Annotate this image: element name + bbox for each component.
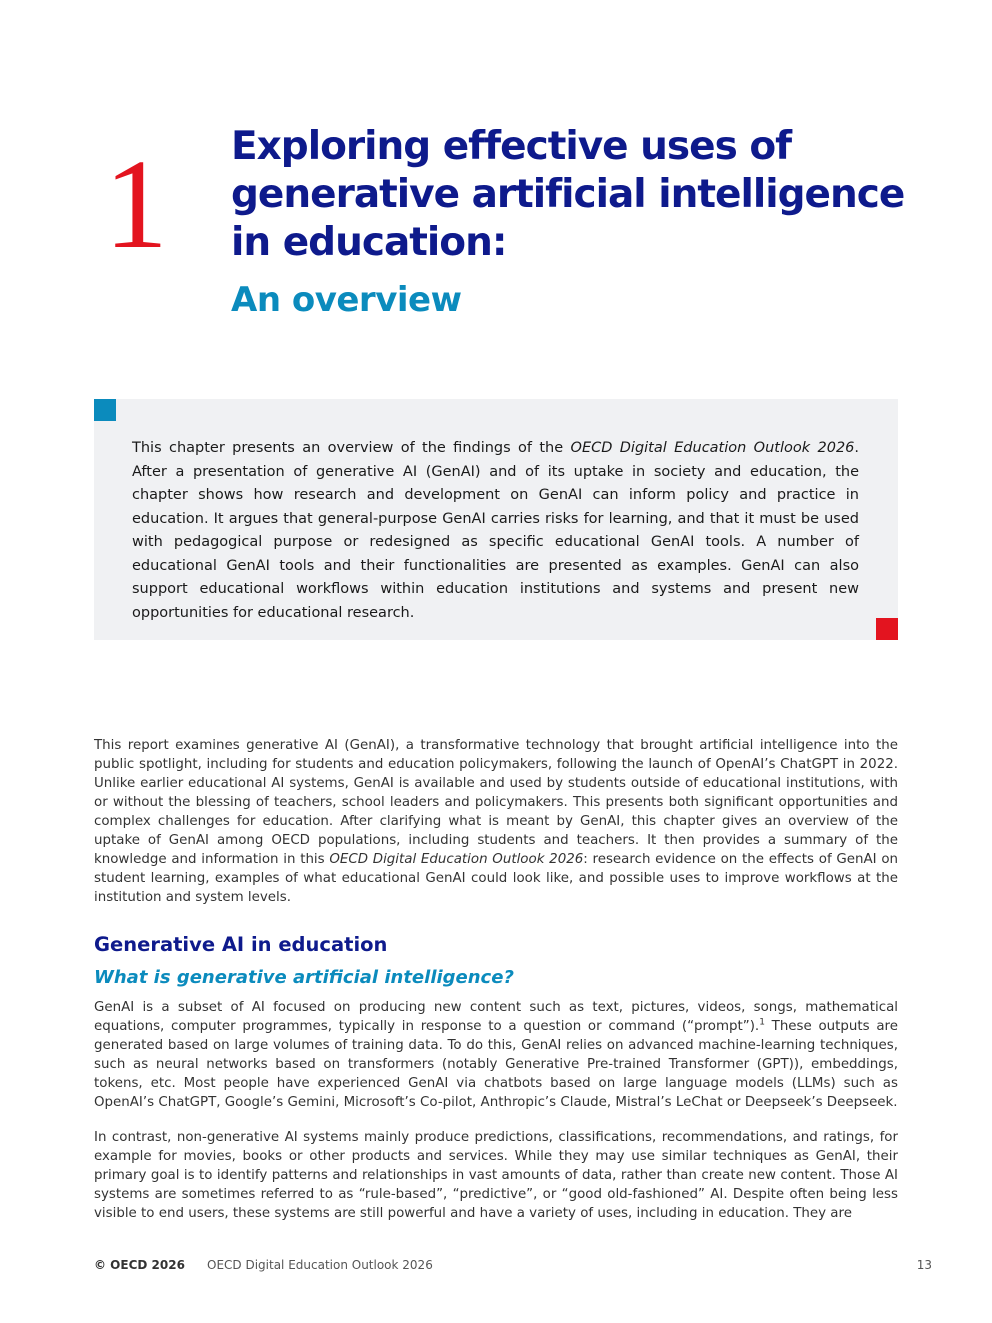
genai-text-end: These outputs are generated based on large volumes of training data. To do this, GenAI relies on advanced machine-learning techniques, such as neural networks based on transformers (notably Generative Pre-trained Transformer (GPT)), embeddings, tokens, etc. Most people have experienced GenAI via chatbots based on large language models (LLMs) such as OpenAI’s ChatGPT, Google’s Gemini, Microsoft’s Co-pilot, Anthropic’s Claude, Mistral’s LeChat or Deepseek’s Deepseek. <box>94 1019 899 1110</box>
page-footer <box>94 1258 932 1276</box>
abstract-text <box>132 437 859 625</box>
footer-copyright: © OECD 2026 <box>94 1258 185 1272</box>
footer-publication: OECD Digital Education Outlook 2026 <box>207 1258 433 1272</box>
chapter-subtitle: An overview <box>231 280 462 320</box>
abstract-publication-title: OECD Digital Education Outlook 2026 <box>570 440 855 456</box>
footnote-reference[interactable]: 1 <box>759 1017 765 1028</box>
intro-text-end: : research evidence on the effects of GenAI on student learning, examples of what educational GenAI could look like, and possible uses to improve workflows at the institution and system levels. <box>94 852 899 905</box>
blue-corner-marker <box>94 399 116 421</box>
intro-text-start: This report examines generative AI (GenAI), a transformative technology that brought artificial intelligence into the public spotlight, including for students and education policymakers, following the launch of OpenAI’s ChatGPT in 2022. Unlike earlier educational AI systems, GenAI is available and used by students outside of educational institutions, with or without the blessing of teachers, school leaders and policymakers. This presents both significant opportunities and complex challenges for education. After clarifying what is meant by GenAI, this chapter gives an overview of the uptake of GenAI among OECD populations, including students and teachers. It then provides a summary of the knowledge and information in this <box>94 738 898 867</box>
page-number: 13 <box>916 1258 932 1272</box>
section-subheading: What is generative artificial intelligence? <box>94 967 514 988</box>
abstract-text-start: This chapter presents an overview of the findings of the <box>132 440 571 456</box>
chapter-title: Exploring effective uses of generative artificial intelligence in education: <box>231 124 905 265</box>
contrast-paragraph: In contrast, non-generative AI systems mainly produce predictions, classifications, recommendations, and ratings, for example for movies, books or other products and services. While they may use similar techniques as GenAI, their primary goal is to identify patterns and relationships in vast amounts of data, rather than create new content. Those AI systems are sometimes referred to as “rule-based”, “predictive”, or “good old-fashioned” AI. Despite often being less visible to end users, these systems are still powerful and have a variety of uses, including in education. They are <box>94 1130 898 1221</box>
section-heading: Generative AI in education <box>94 933 388 956</box>
genai-text-start: GenAI is a subset of AI focused on producing new content such as text, pictures, videos, songs, mathematical equations, computer programmes, typically in response to a question or command (“prompt”). <box>94 1000 898 1034</box>
abstract-box <box>94 399 898 640</box>
chapter-number: 1 <box>104 133 168 275</box>
abstract-text-end: . After a presentation of generative AI (GenAI) and of its uptake in society and education, the chapter shows how research and development on GenAI can inform policy and practice in education. It argues that general-purpose GenAI carries risks for learning, and that it must be used with pedagogical purpose or redesigned as specific educational GenAI tools. A number of educational GenAI tools and their functionalities are presented as examples. GenAI can also support educational workflows within education institutions and systems and present new opportunities for educational research. <box>132 440 860 621</box>
intro-publication-title: OECD Digital Education Outlook 2026 <box>329 852 584 867</box>
genai-definition-paragraph <box>94 998 898 1112</box>
red-corner-marker <box>876 618 898 640</box>
intro-paragraph <box>94 736 898 907</box>
